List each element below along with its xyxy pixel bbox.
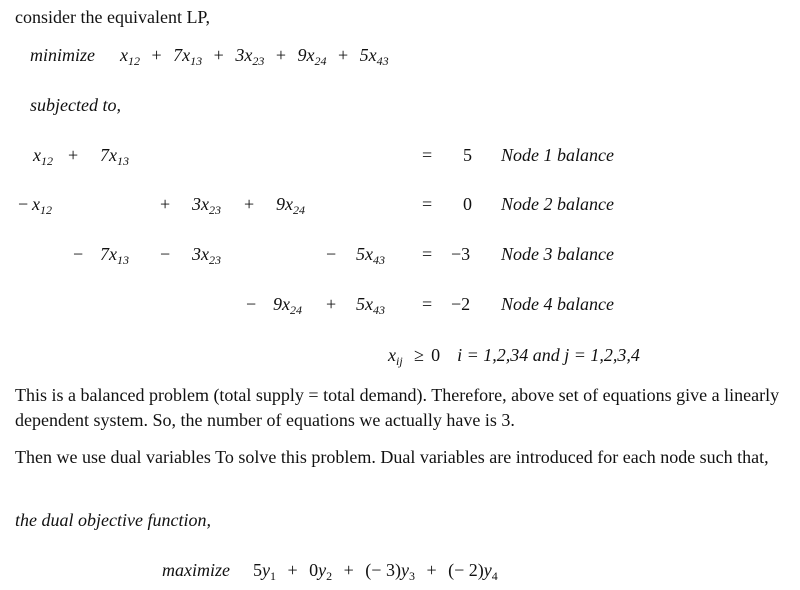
operator: − — [326, 244, 337, 264]
objective-term-x43: $5x_{43}$ — [359, 45, 389, 68]
objective-term-x12: $x_{12}$ — [120, 45, 140, 68]
constraint-term: $3x_{23}$ — [192, 194, 221, 217]
operator: + — [160, 194, 171, 214]
objective-term-x24: $9x_{24}$ — [297, 45, 327, 68]
operator: − — [18, 194, 29, 214]
operator: + — [68, 145, 79, 165]
nonneg-index-range: i = 1,2,34 and j = 1,2,3,4 — [457, 345, 640, 365]
dual-term-1: $5y_1$ — [252, 560, 276, 583]
operator: + — [326, 294, 337, 314]
nonneg-variable: $x_{ij}$ — [388, 345, 403, 368]
nonnegativity-constraint — [388, 344, 640, 366]
constraint-label: Node 4 balance — [501, 294, 614, 314]
dual-objective-function — [162, 559, 498, 581]
plus-sign: + — [287, 560, 298, 580]
plus-sign: + — [151, 45, 162, 65]
nonneg-value: 0 — [431, 345, 441, 365]
operator: − — [246, 294, 257, 314]
rhs-value: −2 — [451, 294, 471, 314]
plus-sign: + — [337, 45, 349, 65]
equals-sign: = — [422, 244, 433, 264]
constraint-term: $5x_{43}$ — [356, 244, 385, 267]
dual-term-3: (− $3)y_3$ — [365, 560, 415, 583]
intro-text: consider the equivalent LP, — [15, 7, 210, 27]
constraint-term: $7x_{13}$ — [100, 145, 129, 168]
constraint-label: Node 2 balance — [501, 194, 614, 214]
plus-sign: + — [213, 45, 224, 65]
subject-to-heading: subjected to, — [30, 95, 121, 115]
objective-term-x13: $7x_{13}$ — [173, 45, 203, 68]
paragraph-dual-variables: Then we use dual variables To solve this problem. Dual variables are introduced for each node such that, — [15, 447, 769, 467]
equals-sign: = — [422, 145, 433, 165]
constraint-label: Node 3 balance — [501, 244, 614, 264]
constraint-term: $x_{12}$ — [32, 194, 52, 217]
operator: + — [244, 194, 255, 214]
constraint-term: $9x_{24}$ — [276, 194, 305, 217]
constraint-term: $x_{12}$ — [33, 145, 53, 168]
constraint-term: $5x_{43}$ — [356, 294, 385, 317]
equals-sign: = — [422, 194, 433, 214]
dual-objective-heading: the dual objective function, — [15, 510, 211, 530]
plus-sign: + — [426, 560, 437, 580]
rhs-value: −3 — [451, 244, 471, 264]
plus-sign: + — [275, 45, 286, 65]
rhs-value: 5 — [463, 145, 472, 165]
operator: − — [73, 244, 84, 264]
constraint-term: $9x_{24}$ — [273, 294, 302, 317]
objective-keyword: minimize — [30, 45, 95, 65]
objective-function — [30, 44, 389, 66]
objective-term-x23: $3x_{23}$ — [235, 45, 265, 68]
dual-keyword: maximize — [162, 560, 230, 580]
dual-term-2: $0y_2$ — [309, 560, 333, 583]
paragraph-balanced-problem: This is a balanced problem (total supply = total demand). Therefore, above set of equations give a linearly dependent system. So, the number of equations we actually have is 3. — [15, 385, 780, 430]
operator: − — [160, 244, 171, 264]
constraint-term: $3x_{23}$ — [192, 244, 221, 267]
dual-term-4: (− $2)y_4$ — [448, 560, 498, 583]
nonneg-relation: ≥ — [414, 345, 425, 365]
constraint-label: Node 1 balance — [501, 145, 614, 165]
equals-sign: = — [422, 294, 433, 314]
rhs-value: 0 — [463, 194, 472, 214]
constraint-term: $7x_{13}$ — [100, 244, 129, 267]
plus-sign: + — [343, 560, 354, 580]
